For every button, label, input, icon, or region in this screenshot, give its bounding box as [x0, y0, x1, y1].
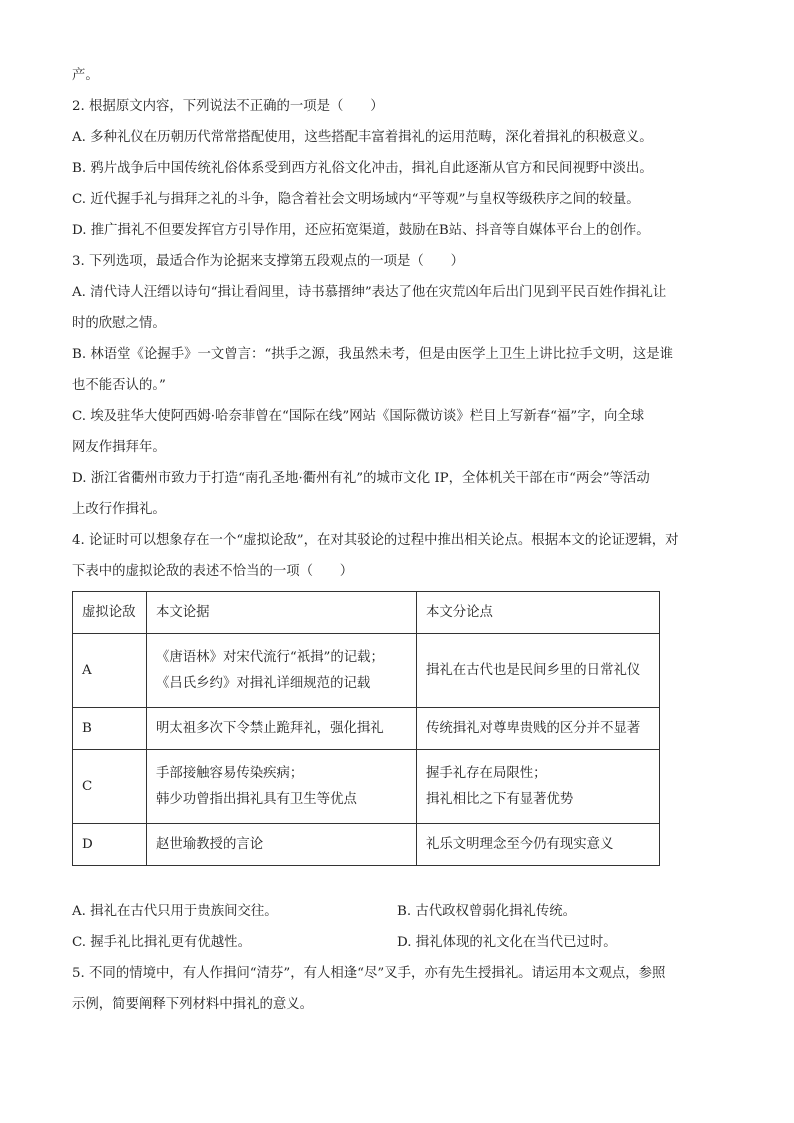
table-point-cell: [417, 750, 660, 824]
table-row: [73, 824, 660, 866]
question-4-stem-line2: 下表中的虚拟论敌的表述不恰当的一项（ ）: [72, 564, 354, 579]
table-row-key: D: [73, 824, 147, 866]
question-2-option-a: A. 多种礼仪在历朝历代常常搭配使用，这些搭配丰富着揖礼的运用范畴，深化着揖礼的积极意义。: [72, 130, 653, 145]
table-evidence-line: 《唐语林》对宋代流行“祇揖”的记载；: [156, 649, 384, 665]
paragraph-ending: 产。: [72, 68, 99, 83]
table-evidence-line: 《吕氏乡约》对揖礼详细规范的记载: [156, 675, 371, 691]
question-4-option-a: A. 揖礼在古代只用于贵族间交往。: [72, 904, 278, 919]
table-point-line: 传统揖礼对尊卑贵贱的区分并不显著: [426, 720, 641, 736]
table-evidence-cell: [147, 750, 417, 824]
table-evidence-cell: [147, 824, 417, 866]
table-header-row: [73, 592, 660, 634]
table-point-line: 礼乐文明理念至今仍有现实意义: [426, 836, 614, 852]
table-row-key: B: [73, 708, 147, 750]
table-evidence-line: 赵世瑜教授的言论: [156, 836, 264, 852]
table-evidence-line: 手部接触容易传染疾病；: [156, 765, 304, 781]
table-row: [73, 634, 660, 708]
table-header-cell: 本文论据: [147, 592, 417, 634]
argument-table: [72, 591, 660, 866]
question-3-option-c-line2: 网友作揖拜年。: [72, 440, 166, 455]
question-3-option-a-line1: A. 清代诗人汪缙以诗句“揖让看闾里，诗书慕搢绅”表达了他在灾荒凶年后出门见到平民百姓作揖礼让: [72, 285, 667, 300]
question-3-stem: 3. 下列选项，最适合作为论据来支撑第五段观点的一项是（ ）: [72, 254, 464, 269]
table-point-line: 握手礼存在局限性；: [426, 765, 547, 781]
table-point-cell: [417, 634, 660, 708]
table-point-line: 揖礼在古代也是民间乡里的日常礼仪: [426, 662, 641, 678]
question-3-option-b-line1: B. 林语堂《论握手》一文曾言：“拱手之源，我虽然未考，但是由医学上卫生上讲比拉手文明，这是谁: [72, 347, 673, 362]
question-3-option-d-line2: 上改行作揖礼。: [72, 502, 166, 517]
table-evidence-line: 韩少功曾指出揖礼具有卫生等优点: [156, 791, 357, 807]
question-2-option-d: D. 推广揖礼不但要发挥官方引导作用，还应拓宽渠道，鼓励在B站、抖音等自媒体平台上的创作。: [72, 223, 650, 238]
question-4-option-d: D. 揖礼体现的礼文化在当代已过时。: [397, 935, 617, 950]
table-evidence-cell: [147, 634, 417, 708]
question-4-stem-line1: 4. 论证时可以想象存在一个“虚拟论敌”，在对其驳论的过程中推出相关论点。根据本文的论证逻辑，对: [72, 533, 679, 548]
table-row-key: C: [73, 750, 147, 824]
table-evidence-cell: [147, 708, 417, 750]
question-5-stem-line2: 示例，简要阐释下列材料中揖礼的意义。: [72, 997, 314, 1012]
table-point-line: 揖礼相比之下有显著优势: [426, 791, 574, 807]
table-header-cell: 本文分论点: [417, 592, 660, 634]
question-3-option-b-line2: 也不能否认的。”: [72, 378, 166, 393]
question-2-option-b: B. 鸦片战争后中国传统礼俗体系受到西方礼俗文化冲击，揖礼自此逐渐从官方和民间视野中淡出。: [72, 161, 653, 176]
table-header-cell: 虚拟论敌: [73, 592, 147, 634]
table-point-cell: [417, 824, 660, 866]
question-2-option-c: C. 近代握手礼与揖拜之礼的斗争，隐含着社会文明场域内“平等观”与皇权等级秩序之间的较量。: [72, 192, 640, 207]
question-3-option-d-line1: D. 浙江省衢州市致力于打造“南孔圣地·衢州有礼”的城市文化 IP，全体机关干部在市“两会”等活动: [72, 471, 650, 486]
question-4-option-b: B. 古代政权曾弱化揖礼传统。: [397, 904, 577, 919]
question-2-stem: 2. 根据原文内容，下列说法不正确的一项是（ ）: [72, 99, 384, 114]
question-3-option-c-line1: C. 埃及驻华大使阿西姆·哈奈菲曾在“国际在线”网站《国际微访谈》栏目上写新春“福”字，向全球: [72, 409, 645, 424]
question-3-option-a-line2: 时的欣慰之情。: [72, 316, 166, 331]
table-point-cell: [417, 708, 660, 750]
question-4-option-c: C. 握手礼比揖礼更有优越性。: [72, 935, 251, 950]
table-row: [73, 708, 660, 750]
table-row: [73, 750, 660, 824]
table-evidence-line: 明太祖多次下令禁止跪拜礼，强化揖礼: [156, 720, 384, 736]
question-5-stem-line1: 5. 不同的情境中，有人作揖问“清芬”，有人相逢“尽”叉手，亦有先生授揖礼。请运用本文观点，参照: [72, 966, 666, 981]
table-row-key: A: [73, 634, 147, 708]
